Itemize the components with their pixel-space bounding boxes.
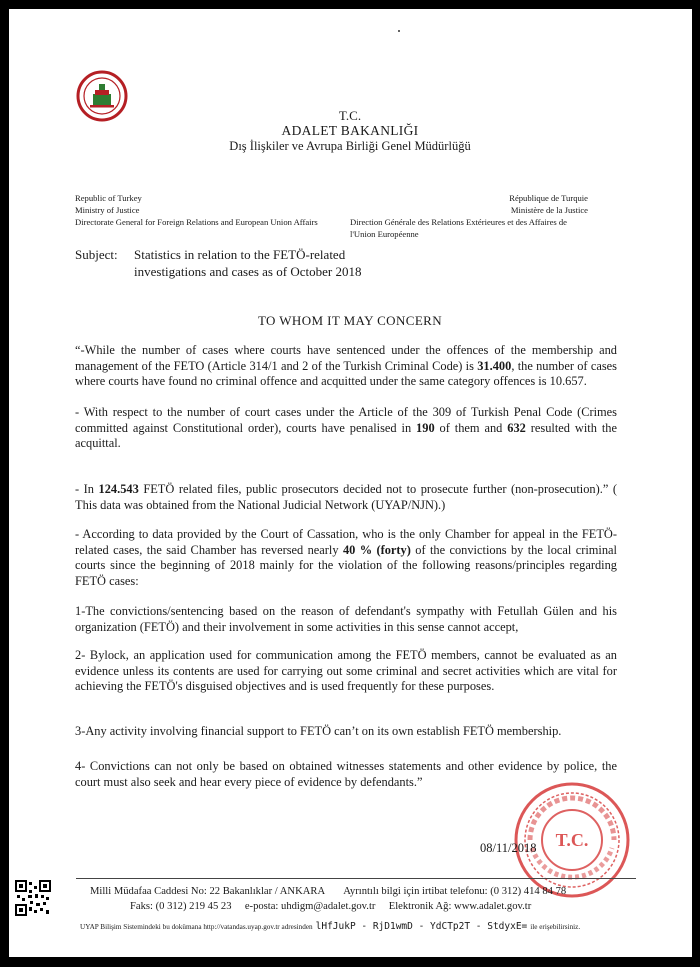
paragraph-non-prosecution [75,482,617,513]
footer-email[interactable]: e-posta: uhdigm@adalet.gov.tr [244,901,376,912]
qr-code [15,880,51,916]
english-address-block [75,192,355,228]
p4-text-c: of the convictions by the local criminal courts since the beginning of 2018 mainly for the violation of the following reasons/principles regarding FETÖ cases: [75,542,617,588]
uyap-suffix: ile erişebilirsiniz. [530,923,581,931]
p3-files-count: 124.543 [98,482,139,496]
subject-line-2: investigations and cases as of October 2018 [134,264,362,279]
footer-website[interactable]: Elektronik Ağ: www.adalet.gov.tr [388,901,532,912]
subject-line-1: Statistics in relation to the FETÖ-related [134,247,346,262]
p1-text-a: “-While the number of cases where courts have sentenced under the offences of the membership and management of the FETO (Article 314/1 and 2 of the Turkish Criminal Code) is [75,343,617,373]
p2-acquittal-count: 632 [507,420,526,435]
footer-contact-line [130,901,531,912]
p1-number: 31.400 [477,358,512,373]
right-line-4: l'Union Européenne [350,229,419,239]
footer-address-line [90,886,566,897]
paragraph-article-309 [75,405,617,452]
left-line-1: Republic of Turkey [75,193,142,203]
subject-text [134,246,614,280]
right-line-2: Ministère de la Justice [510,205,588,215]
footer-address: Milli Müdafaa Caddesi No: 22 Bakanlıklar / ANKARA [90,886,325,897]
salutation-heading: TO WHOM IT MAY CONCERN [257,313,443,328]
p3-text-c: FETÖ related files, public prosecutors decided not to prosecute further (non-prosecution).” ( This data was obtained from the National Judicial Network (UYAP/NJN).) [75,482,617,512]
left-line-2: Ministry of Justice [75,205,140,215]
french-address-block [348,192,588,240]
header-tc: T.C. [338,108,362,123]
p3-text-a: - In [75,482,99,496]
footer-uyap-line [80,921,580,932]
p4-percentage: 40 % (forty) [342,542,411,557]
p2-penalised-count: 190 [416,420,435,435]
principle-3: 3-Any activity involving financial support to FETÖ can’t on its own establish FETÖ membership. [75,724,562,738]
uyap-verification-code: lHfJukP - RjD1wmD - YdCTp2T - StdyxE= [315,921,528,932]
p2-text-e: resulted with the acquittal. [75,420,617,451]
paragraph-court-of-cassation [75,527,617,589]
official-seal-stamp [512,780,632,900]
principle-1: 1-The convictions/sentencing based on the reason of defendant's sympathy with Fetullah Gülen and his organization (FETÖ) and their involvement in some activities in this sense cannot accept, [75,604,617,634]
seal-center-text: T.C. [555,830,589,850]
principle-2: 2- Bylock, an application used for communication among the FETÖ members, cannot be evaluated as an evidence unless its contents are used for carrying out some criminal and secret activities which are vital for achieving the FETÖ's disguised objectives and is used frequently for these purposes. [75,648,617,694]
footer-fax: Faks: (0 312) 219 45 23 [130,901,232,912]
uyap-prefix: UYAP Bilişim Sistemindeki bu dokümana http://vatandas.uyap.gov.tr adresinden [80,923,313,931]
p1-text-c: , the number of cases where courts have found no criminal offence and acquitted under the same category offences is 10.657. [75,358,617,389]
paragraph-membership-cases [75,343,617,390]
subject-label: Subject: [75,247,118,262]
footer-divider [76,878,636,879]
scan-speck [398,30,400,32]
right-line-1: République de Turquie [509,193,588,203]
right-line-3: Direction Générale des Relations Extérieures et des Affaires de [350,217,567,227]
header-ministry: ADALET BAKANLIĞI [281,123,419,138]
p2-text-a: - With respect to the number of court cases under the Article of the 309 of Turkish Penal Code (Crimes committed against Constitutional order), courts have penalised in [75,405,617,435]
principle-4: 4- Convictions can not only be based on obtained witnesses statements and other evidence by police, the court must also seek and hear every piece of evidence by defendants.” [75,759,617,789]
left-line-3: Directorate General for Foreign Relations and European Union Affairs [75,217,318,227]
footer-info-phone: Ayrıntılı bilgi için irtibat telefonu: (0 312) 414 84 78 [343,886,567,897]
document-date: 08/11/2018 [480,841,537,855]
header-directorate: Dış İlişkiler ve Avrupa Birliği Genel Müdürlüğü [229,139,471,153]
p2-text-c: of them and [434,420,508,435]
p4-text-a: - According to data provided by the Court of Cassation, who is the only Chamber for appeal in the FETÖ-related cases, the said Chamber has reversed nearly [75,527,617,557]
